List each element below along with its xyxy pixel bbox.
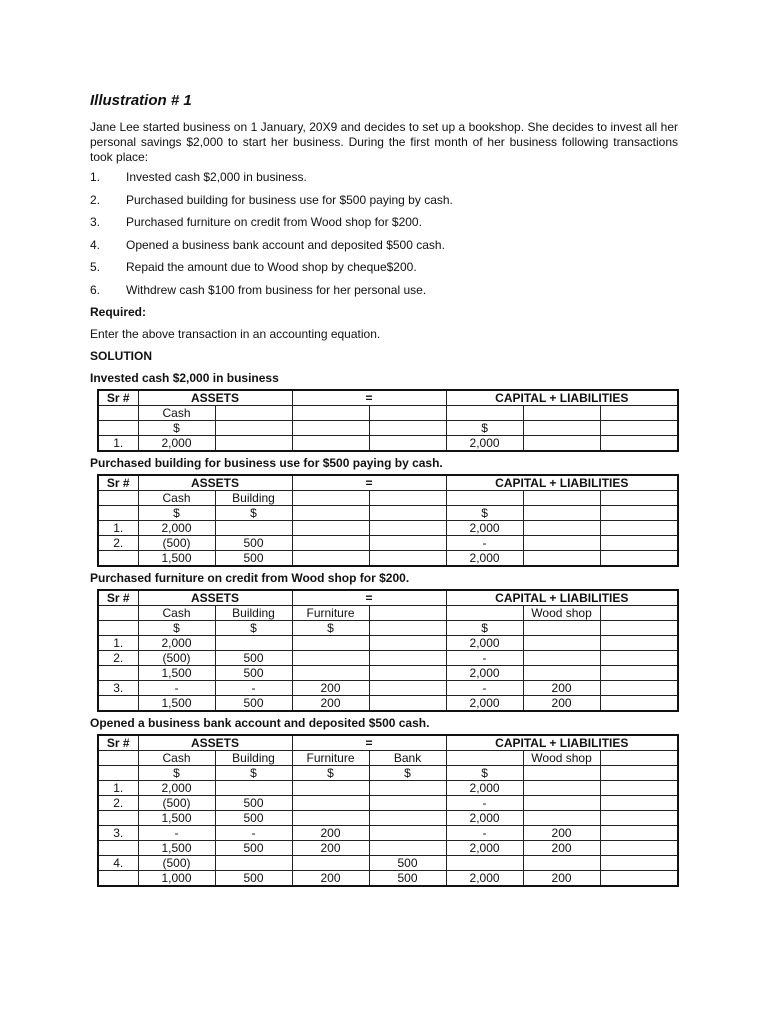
table-cell xyxy=(369,651,446,666)
table-row xyxy=(98,856,678,871)
accounting-equation-table xyxy=(97,734,679,887)
required-label: Required: xyxy=(90,305,147,319)
table-row xyxy=(98,841,678,856)
capital-liabilities-header: CAPITAL + LIABILITIES xyxy=(446,475,678,491)
transaction-item xyxy=(90,238,678,253)
table-cell xyxy=(369,421,446,436)
table-cell: 1,500 xyxy=(138,841,215,856)
table-cell: 200 xyxy=(523,681,600,696)
table-cell: 1,500 xyxy=(138,696,215,712)
table-row xyxy=(98,666,678,681)
table-row xyxy=(98,826,678,841)
table-cell xyxy=(600,841,678,856)
accounting-equation-table xyxy=(97,474,679,567)
table-cell: $ xyxy=(215,506,292,521)
table-cell: 500 xyxy=(215,696,292,712)
table-cell xyxy=(98,871,138,887)
table-cell xyxy=(98,551,138,567)
table-row xyxy=(98,521,678,536)
table-cell: $ xyxy=(446,506,523,521)
transaction-text: Purchased building for business use for $500 paying by cash. xyxy=(126,192,453,207)
table-cell xyxy=(98,841,138,856)
table-cell: 2,000 xyxy=(446,636,523,651)
table-cell xyxy=(523,651,600,666)
table-cell xyxy=(292,491,369,506)
table-cell: $ xyxy=(292,621,369,636)
table-cell xyxy=(446,491,523,506)
solution-label: SOLUTION xyxy=(90,349,152,363)
table-cell: $ xyxy=(215,621,292,636)
transaction-text: Invested cash $2,000 in business. xyxy=(126,170,307,184)
table-cell: 2,000 xyxy=(446,871,523,887)
table-cell xyxy=(215,406,292,421)
table-cell xyxy=(292,406,369,421)
table-cell: 500 xyxy=(215,551,292,567)
table-cell xyxy=(369,781,446,796)
sr-header: Sr # xyxy=(98,475,138,491)
table-cell xyxy=(523,551,600,567)
table-cell xyxy=(523,811,600,826)
table-cell: 200 xyxy=(292,681,369,696)
section-title: Opened a business bank account and deposited $500 cash. xyxy=(90,716,430,730)
table-cell xyxy=(523,796,600,811)
table-cell xyxy=(98,666,138,681)
table-cell: 2,000 xyxy=(138,436,215,452)
table-cell xyxy=(98,491,138,506)
table-cell: 200 xyxy=(523,696,600,712)
solution-sections xyxy=(90,371,678,887)
transaction-number: 6. xyxy=(90,282,101,297)
table-cell xyxy=(292,651,369,666)
table-cell: Cash xyxy=(138,491,215,506)
table-cell: 500 xyxy=(215,536,292,551)
table-cell xyxy=(98,766,138,781)
table-cell: $ xyxy=(138,621,215,636)
transaction-text: Repaid the amount due to Wood shop by cheque$200. xyxy=(126,260,417,274)
table-cell xyxy=(98,506,138,521)
table-cell xyxy=(600,751,678,766)
assets-header: ASSETS xyxy=(138,390,292,406)
table-cell xyxy=(446,856,523,871)
table-cell: Furniture xyxy=(292,606,369,621)
table-cell: 500 xyxy=(215,871,292,887)
table-row xyxy=(98,621,678,636)
transaction-number: 5. xyxy=(90,260,101,274)
table-cell xyxy=(215,436,292,452)
table-cell: 2,000 xyxy=(446,781,523,796)
assets-header: ASSETS xyxy=(138,590,292,606)
table-cell: Wood shop xyxy=(523,606,600,621)
table-cell: 1,000 xyxy=(138,871,215,887)
table-cell xyxy=(215,421,292,436)
table-row xyxy=(98,796,678,811)
table-cell xyxy=(523,666,600,681)
equals-sign: = xyxy=(292,735,446,751)
table-cell: 2,000 xyxy=(446,811,523,826)
table-cell: Building xyxy=(215,606,292,621)
table-cell: 200 xyxy=(292,696,369,712)
table-cell xyxy=(292,636,369,651)
table-cell: - xyxy=(215,681,292,696)
table-cell xyxy=(98,751,138,766)
table-cell xyxy=(523,766,600,781)
table-cell: Cash xyxy=(138,751,215,766)
table-cell xyxy=(600,606,678,621)
table-cell: 1. xyxy=(98,781,138,796)
table-cell: - xyxy=(215,826,292,841)
table-cell: - xyxy=(446,826,523,841)
table-cell xyxy=(600,491,678,506)
table-cell: Cash xyxy=(138,406,215,421)
sr-header: Sr # xyxy=(98,390,138,406)
transaction-number: 1. xyxy=(90,170,101,184)
table-cell: 200 xyxy=(292,841,369,856)
table-cell: 2,000 xyxy=(446,841,523,856)
table-cell: - xyxy=(446,651,523,666)
table-cell xyxy=(369,506,446,521)
table-cell xyxy=(98,406,138,421)
table-row xyxy=(98,551,678,567)
document-page xyxy=(90,92,678,891)
table-cell xyxy=(369,621,446,636)
table-cell: - xyxy=(138,826,215,841)
table-cell xyxy=(292,436,369,452)
table-cell: $ xyxy=(138,506,215,521)
table-cell xyxy=(600,811,678,826)
table-cell: 2,000 xyxy=(446,551,523,567)
table-row xyxy=(98,696,678,712)
table-cell xyxy=(523,621,600,636)
table-cell xyxy=(215,636,292,651)
table-row xyxy=(98,491,678,506)
table-row xyxy=(98,636,678,651)
section-title: Purchased building for business use for $500 paying by cash. xyxy=(90,456,443,470)
table-cell xyxy=(600,796,678,811)
table-cell xyxy=(369,636,446,651)
table-cell xyxy=(523,506,600,521)
table-cell xyxy=(600,666,678,681)
table-row xyxy=(98,536,678,551)
equals-sign: = xyxy=(292,390,446,406)
table-row xyxy=(98,606,678,621)
section-title: Purchased furniture on credit from Wood shop for $200. xyxy=(90,571,410,585)
table-cell: $ xyxy=(369,766,446,781)
table-cell: - xyxy=(446,796,523,811)
table-row xyxy=(98,871,678,887)
table-cell xyxy=(369,491,446,506)
table-cell: 4. xyxy=(98,856,138,871)
table-cell: 2,000 xyxy=(138,521,215,536)
table-cell xyxy=(369,436,446,452)
table-cell xyxy=(369,606,446,621)
table-cell xyxy=(523,636,600,651)
table-cell: 1. xyxy=(98,521,138,536)
table-cell xyxy=(523,536,600,551)
transaction-text: Purchased furniture on credit from Wood shop for $200. xyxy=(126,215,422,229)
table-cell xyxy=(600,781,678,796)
transaction-item xyxy=(90,283,678,298)
table-cell: 3. xyxy=(98,826,138,841)
table-cell: $ xyxy=(138,766,215,781)
transaction-text: Withdrew cash $100 from business for her personal use. xyxy=(126,282,427,297)
transaction-item xyxy=(90,193,678,208)
table-cell: 2,000 xyxy=(446,436,523,452)
table-cell xyxy=(292,506,369,521)
table-cell: 2. xyxy=(98,536,138,551)
table-cell: Wood shop xyxy=(523,751,600,766)
table-cell: Bank xyxy=(369,751,446,766)
table-cell xyxy=(600,436,678,452)
table-cell xyxy=(446,406,523,421)
accounting-equation-table xyxy=(97,389,679,452)
table-cell: (500) xyxy=(138,856,215,871)
table-cell xyxy=(600,871,678,887)
table-cell xyxy=(215,856,292,871)
table-cell xyxy=(600,536,678,551)
table-cell: 200 xyxy=(523,841,600,856)
table-cell xyxy=(523,421,600,436)
table-cell xyxy=(369,841,446,856)
table-cell xyxy=(292,811,369,826)
table-cell xyxy=(523,491,600,506)
table-cell xyxy=(600,551,678,567)
table-cell xyxy=(369,551,446,567)
table-cell: Building xyxy=(215,751,292,766)
table-cell xyxy=(98,696,138,712)
table-cell: 1. xyxy=(98,436,138,452)
table-row xyxy=(98,766,678,781)
accounting-equation-table xyxy=(97,589,679,712)
table-cell: - xyxy=(446,681,523,696)
table-cell: 2,000 xyxy=(138,781,215,796)
table-cell xyxy=(446,751,523,766)
table-cell xyxy=(292,536,369,551)
table-cell xyxy=(369,696,446,712)
table-cell: 200 xyxy=(292,826,369,841)
transaction-number: 2. xyxy=(90,192,101,207)
capital-liabilities-header: CAPITAL + LIABILITIES xyxy=(446,390,678,406)
table-cell: Furniture xyxy=(292,751,369,766)
table-cell: 2. xyxy=(98,651,138,666)
table-cell: 500 xyxy=(215,796,292,811)
table-cell: $ xyxy=(446,621,523,636)
table-cell xyxy=(523,781,600,796)
table-cell: 1,500 xyxy=(138,811,215,826)
table-cell: 200 xyxy=(292,871,369,887)
sr-header: Sr # xyxy=(98,735,138,751)
table-cell: 500 xyxy=(369,856,446,871)
table-cell: Cash xyxy=(138,606,215,621)
table-cell xyxy=(600,621,678,636)
table-cell xyxy=(369,536,446,551)
sr-header: Sr # xyxy=(98,590,138,606)
table-cell xyxy=(369,796,446,811)
table-cell xyxy=(600,651,678,666)
table-row xyxy=(98,781,678,796)
table-cell: Building xyxy=(215,491,292,506)
capital-liabilities-header: CAPITAL + LIABILITIES xyxy=(446,735,678,751)
table-row xyxy=(98,811,678,826)
table-cell xyxy=(98,421,138,436)
table-cell xyxy=(292,796,369,811)
table-cell: 500 xyxy=(215,841,292,856)
table-cell xyxy=(600,506,678,521)
table-cell xyxy=(600,421,678,436)
table-cell xyxy=(292,666,369,681)
table-cell xyxy=(369,521,446,536)
table-cell xyxy=(600,826,678,841)
table-cell: 3. xyxy=(98,681,138,696)
table-cell xyxy=(600,681,678,696)
table-cell xyxy=(98,621,138,636)
required-text: Enter the above transaction in an accounting equation. xyxy=(90,327,381,341)
table-row xyxy=(98,421,678,436)
table-cell: 500 xyxy=(369,871,446,887)
transaction-text: Opened a business bank account and deposited $500 cash. xyxy=(126,237,445,252)
table-cell: $ xyxy=(292,766,369,781)
table-cell xyxy=(600,766,678,781)
table-row xyxy=(98,751,678,766)
table-cell: $ xyxy=(138,421,215,436)
table-cell xyxy=(292,856,369,871)
table-cell: 2,000 xyxy=(446,696,523,712)
table-cell: 500 xyxy=(215,666,292,681)
table-cell xyxy=(446,606,523,621)
table-cell: 500 xyxy=(215,811,292,826)
table-row xyxy=(98,406,678,421)
table-cell: $ xyxy=(215,766,292,781)
transaction-list xyxy=(90,170,678,298)
intro-paragraph: Jane Lee started business on 1 January, 20X9 and decides to set up a bookshop. She decides to invest all her personal savings $2,000 to start her business. During the first month of her business following transactions took place: xyxy=(90,120,678,164)
table-cell: $ xyxy=(446,421,523,436)
table-cell: (500) xyxy=(138,796,215,811)
table-row xyxy=(98,436,678,452)
table-cell: 500 xyxy=(215,651,292,666)
table-cell: 200 xyxy=(523,826,600,841)
table-cell xyxy=(523,521,600,536)
table-cell: 2. xyxy=(98,796,138,811)
capital-liabilities-header: CAPITAL + LIABILITIES xyxy=(446,590,678,606)
table-cell xyxy=(523,406,600,421)
table-cell xyxy=(369,666,446,681)
table-cell: 2,000 xyxy=(446,521,523,536)
illustration-title: Illustration # 1 xyxy=(90,92,192,109)
assets-header: ASSETS xyxy=(138,475,292,491)
table-cell xyxy=(215,781,292,796)
table-cell: 1,500 xyxy=(138,666,215,681)
table-row xyxy=(98,681,678,696)
table-cell xyxy=(600,406,678,421)
table-cell: $ xyxy=(446,766,523,781)
equals-sign: = xyxy=(292,475,446,491)
table-cell: - xyxy=(138,681,215,696)
table-cell xyxy=(98,606,138,621)
transaction-number: 4. xyxy=(90,237,101,252)
transaction-item xyxy=(90,215,678,230)
table-row xyxy=(98,506,678,521)
table-cell: (500) xyxy=(138,536,215,551)
table-cell xyxy=(369,681,446,696)
table-cell xyxy=(215,521,292,536)
table-cell: 1,500 xyxy=(138,551,215,567)
table-cell xyxy=(369,826,446,841)
section-title: Invested cash $2,000 in business xyxy=(90,371,279,385)
transaction-number: 3. xyxy=(90,215,101,229)
table-cell: 2,000 xyxy=(138,636,215,651)
table-row xyxy=(98,651,678,666)
table-cell xyxy=(98,811,138,826)
table-cell: 1. xyxy=(98,636,138,651)
table-cell xyxy=(369,406,446,421)
assets-header: ASSETS xyxy=(138,735,292,751)
table-cell xyxy=(292,551,369,567)
transaction-item xyxy=(90,260,678,275)
table-cell: (500) xyxy=(138,651,215,666)
table-cell: - xyxy=(446,536,523,551)
transaction-item xyxy=(90,170,678,185)
table-cell xyxy=(600,856,678,871)
table-cell xyxy=(523,436,600,452)
table-cell xyxy=(600,636,678,651)
table-cell: 2,000 xyxy=(446,666,523,681)
table-cell xyxy=(523,856,600,871)
table-cell xyxy=(600,521,678,536)
table-cell xyxy=(369,811,446,826)
table-cell xyxy=(600,696,678,712)
table-cell: 200 xyxy=(523,871,600,887)
table-cell xyxy=(292,521,369,536)
equals-sign: = xyxy=(292,590,446,606)
table-cell xyxy=(292,781,369,796)
table-cell xyxy=(292,421,369,436)
